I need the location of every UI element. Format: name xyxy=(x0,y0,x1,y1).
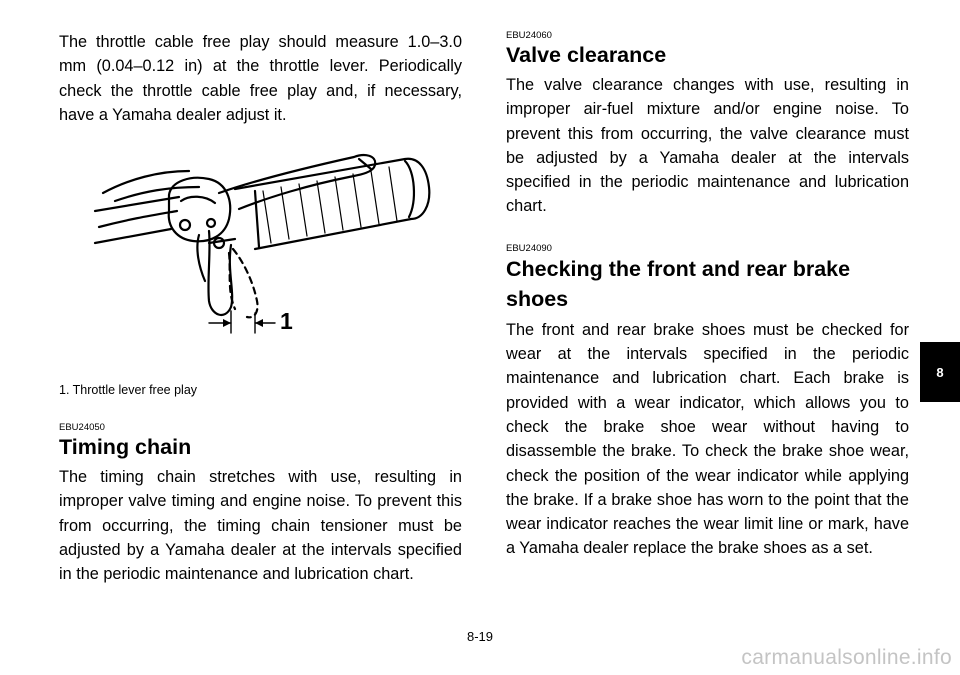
chapter-tab: 8 xyxy=(920,342,960,402)
brake-shoes-heading: Checking the front and rear brake shoes xyxy=(506,256,851,311)
throttle-free-play-paragraph: The throttle cable free play should measure 1.0–3.0 mm (0.04–0.12 in) at the throttle lever. Periodically check the throttle cable free play and, if necessary, have a Yamaha dealer adjust it. xyxy=(59,33,462,124)
right-column xyxy=(506,30,909,561)
throttle-lever-illustration xyxy=(59,131,462,381)
valve-clearance-paragraph: The valve clearance changes with use, resulting in improper air-fuel mixture and/or engine noise. To prevent this from occurring, the valve clearance must be adjusted by a Yamaha dealer at the intervals specified in the periodic maintenance and lubrication chart. xyxy=(506,76,909,216)
left-column xyxy=(59,30,462,587)
valve-clearance-section-code: EBU24060 xyxy=(506,30,552,41)
valve-clearance-heading: Valve clearance xyxy=(506,43,667,67)
figure-callout-number: 1 xyxy=(280,308,293,335)
timing-chain-paragraph: The timing chain stretches with use, resulting in improper valve timing and engine noise. To prevent this from occurring, the timing chain tensioner must be adjusted by a Yamaha dealer at the intervals specified in the periodic maintenance and lubrication chart. xyxy=(59,468,462,584)
figure-caption: 1. Throttle lever free play xyxy=(59,383,198,398)
watermark: carmanualsonline.info xyxy=(741,646,952,669)
page-number: 8-19 xyxy=(466,629,494,644)
brake-shoes-section-code: EBU24090 xyxy=(506,242,552,254)
brake-shoes-paragraph: The front and rear brake shoes must be checked for wear at the intervals specified in the periodic maintenance and lubrication chart. Each brake is provided with a wear indicator, which allows you to check the brake shoe wear without having to disassemble the brake. To check the brake shoe wear, check the position of the wear indicator while applying the brake. If a brake shoe has worn to the point that the wear indicator reaches the wear limit line or mark, have a Yamaha dealer replace the brake shoes as a set. xyxy=(506,320,909,558)
timing-chain-section-code: EBU24050 xyxy=(59,422,105,434)
timing-chain-heading: Timing chain xyxy=(59,435,192,460)
throttle-lever-figure xyxy=(59,131,462,381)
